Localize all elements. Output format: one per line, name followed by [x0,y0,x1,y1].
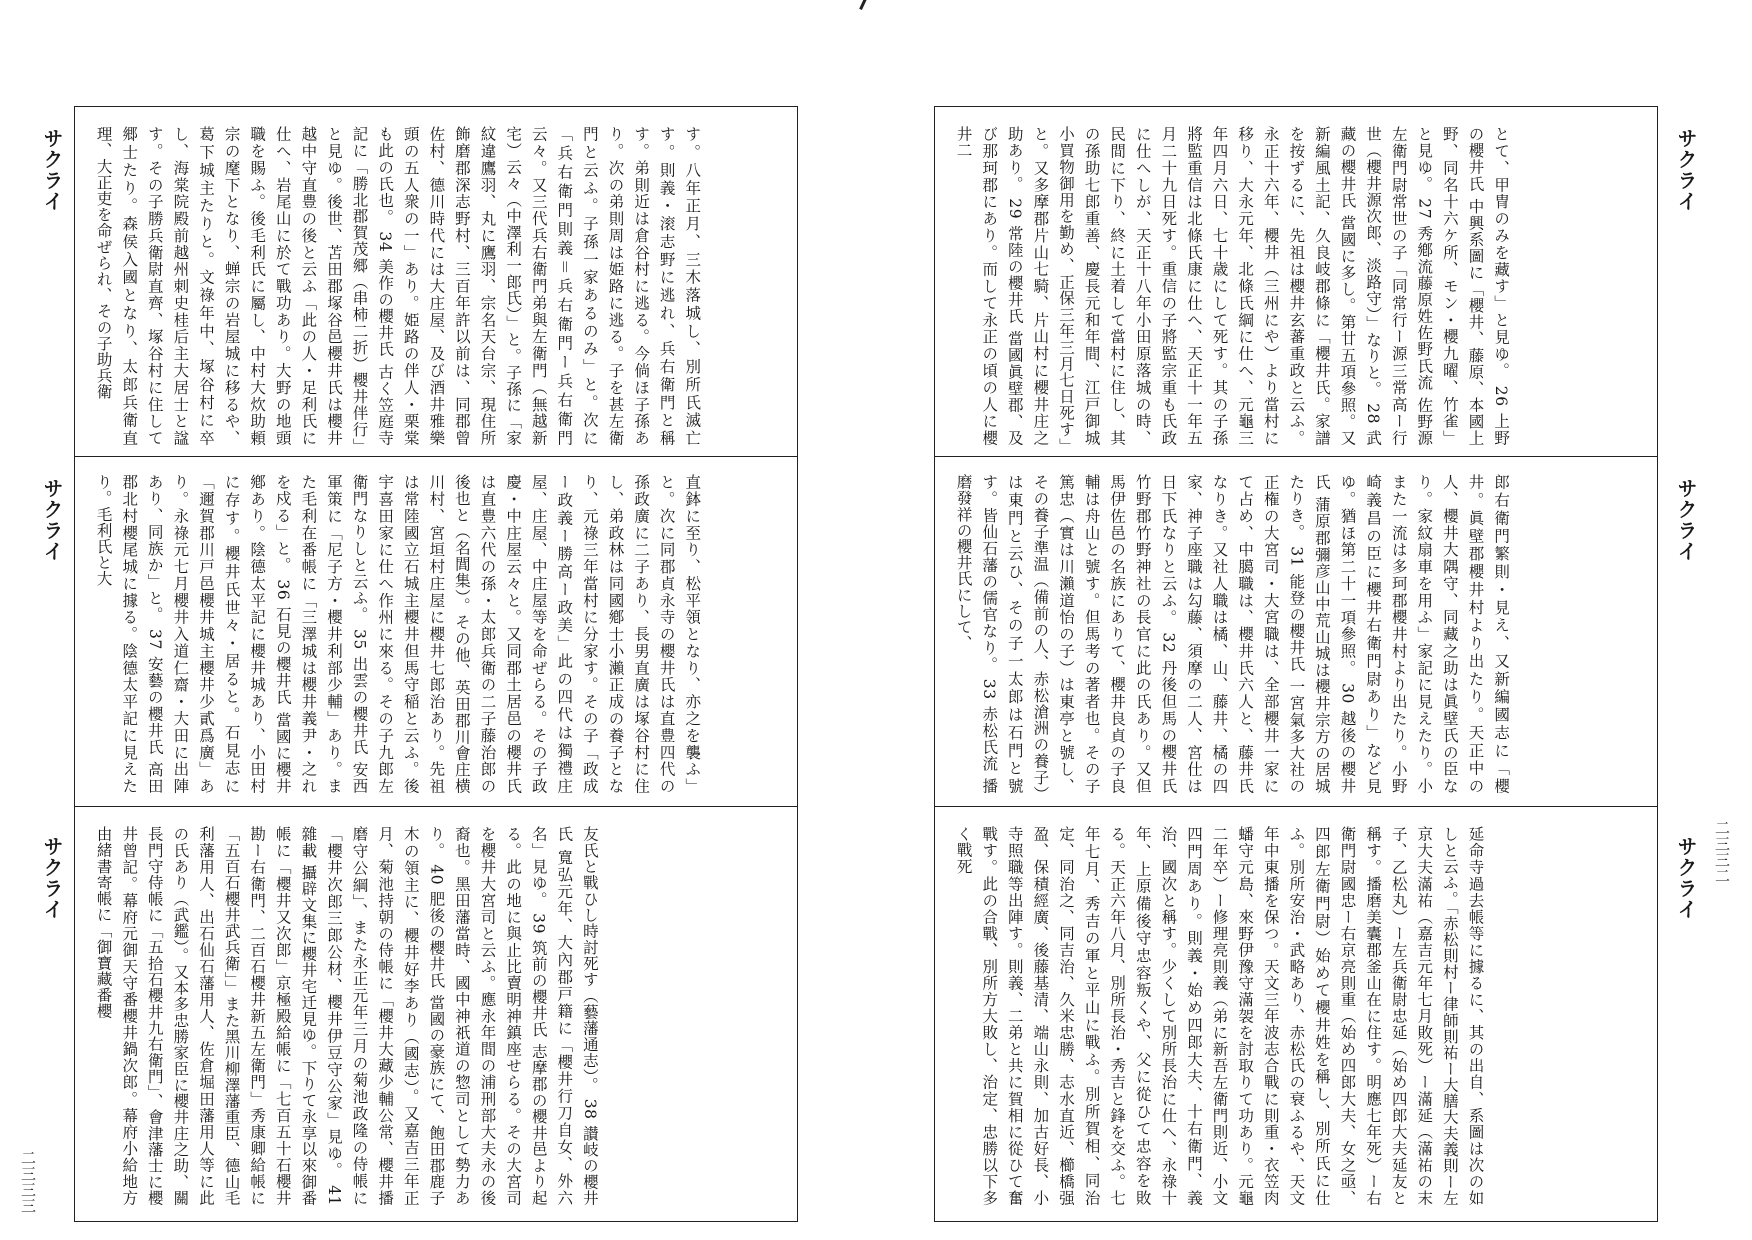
text-block: 延命寺過去帳等に據るに、其の出自、系圖は次の如しと云ふ。「赤松則村ー律師則祐ー大膳大夫義則ー左京大夫滿祐（嘉吉元年七月敗死）ー滿延（滿祐の末子、乙松丸）ー左兵衛尉忠延（始め四郎大夫延友と稱す。播磨美囊郡釜山在に住す。明應七年死）ー右衛門尉國忠ー右京亮則重（始め四郎大夫、女之亟、四郎左衛門尉）始めて櫻井姓を稱し、別所氏に仕ふ。別所安治・武略あり、赤松氏の衰ふるや、天文年中東播を保つ。天文三年波志合戰に則重・衣笠肉蟠守元島、來野伊豫守滿袈を討取りて功あり。元龜二年卒）ー修理亮則義（弟に新吾左衛門則近、小文四門周あり。則義・始め四郎大夫、十右衛門、義治、國次と稱す。少くして別所長治に仕へ、永祿十年、上原備後守忠容叛くや、父に從ひて忠容を敗る。天正六年八月、別所長治・秀吉と鋒を交ふ。七年七月、秀吉の軍と平山に戰ふ。別所賀相、同治定、同治之、同吉治、久米忠勝、志水直近、櫛橋强盈、保積經廣、後藤基清、端山永則、加古好長、小寺照職等出陣す。則義、二弟と共に賀相に從ひて奮戰す。此の合戰、別所方大敗し、治定、忠勝以下多く戰死 [954,826,1485,1206]
text-tier-top [950,126,1640,446]
running-head-top: サクライ [1674,128,1698,212]
running-head-middle: サクライ [40,478,64,562]
text-block: す。八年正月、三木落城し、別所氏滅亡す。則義・滚志野に逃れ、兵右衛門と稱す。弟則近は倉谷村に逃る。今倘ほ子孫あり。次の弟則周は姫路に逃る。子を甚左衛門と云ふ。子孫一家あるのみ」と。次に「兵右衛門則義＝兵右衛門ー兵右衛門云々。又三代兵右衛門弟與左衛門（無越新宅）云々（中澤利一郎氏）」と。子孫に「家紋違鷹羽、丸に鷹羽、宗名天台宗、現住所飾磨郡深志野村、三百年許以前は、同郡曾佐村、德川時代には大庄屋、及び酒井雅樂頭の五人衆の一」あり。姫路の伴人・栗棠も此の氏也。 34 美作の櫻井氏 古く笠庭寺記に「勝北郡賀茂郷（串柿二折）櫻井伴行」と見ゆ。後世、苫田郡塚谷邑櫻井氏は櫻井越中守直豊の後と云ふ「此の人・足利氏に仕へ、岩尾山に於て戰功あり。大野の地頭職を賜ふ。後毛利氏に屬し、中村大炊助頼宗の麾下となり、蝉宗の岩屋城に移るや、葛下城主たりと。文祿年中、塚谷村に卒し、海棠院殿前越州刺史桂后主大居士と諡す。その子勝兵衛尉直齊、塚谷村に住して郷士たり。森侯入國となり、太郎兵衛直理、大正吏を命ぜられ、その子助兵衛 [94,126,702,446]
text-block: とて、甲冑のみを藏す」と見ゆ。 26 上野の櫻井氏 中興系圖に「櫻井、藤原、本國上野、同名十六ケ所、モン・櫻九曜、竹雀」と見ゆ。 27 秀鄕流藤原姓佐野氏流 佐野源左衛門尉常世の子「同常行ー源三常高ー行世（櫻井源次郎、淡路守）」なりと。 28 武藏の櫻井氏 當國に多し。第廿五項參照。又新編風土記、久良岐郡條に「櫻井氏。家譜を按ずるに、先祖は櫻井玄蕃重政と云ふ。永正十六年、櫻井（三州にや）より當村に移り、大永元年、北條氏綱に仕へ、元龜三年四月六日、七十歳にして死す。其の子孫將監重信は北條氏康に仕へ、天正十一年五月二十九日死す。重信の子將監宗重も氏政に仕へしが、天正十八年小田原落城の時、民間に下り、終に土着して當村に住し、其の孫助七郎重善、慶長元和年間、江戸御城小買物御用を勤め、正保三年三月七日死す」と。又多摩郡片山七騎、片山村に櫻井庄之助あり。 29 常陸の櫻井氏 當國眞壁郡、及び那珂郡にあり。而して永正の頃の人に櫻井二 [954,126,1511,446]
text-block: 郎右衛門繁則・見え、又新編國志に「櫻井。眞壁郡櫻井村より出たり。天正中の人、櫻井大隅守、同藏之助は眞壁氏の臣なり。家紋扇車を用ふ」家記に見えたり。小また一流は多珂郡櫻井村より出たり。小野崎義昌の臣に櫻井右衛門尉あり」など見ゆ。猶ほ第二十一項參照。 30 越後の櫻井氏 蒲原郡彌彦山中荒山城は櫻井宗方の居城たりき。 31 能登の櫻井氏 一宮氣多大社の正権の大宮司・大宮職は、全部櫻井一家にて占め、中臈職は、櫻井氏六人と、藤井氏なりき。又社人職は橘、山、藤井、橘の四家、神子座職は勾藤、須摩の二人、宮仕は日下氏なりと云ふ。 32 丹後但馬の櫻井氏 竹野郡竹野神社の長官に此の氏あり。又但馬伊佐邑の名族にありて、櫻井良貞の子良輔は舟山と號す。但馬考の著者也。その子篤忠（實は川瀨道怡の子）は東亭と號し、その養子準温（備前の人、赤松滄洲の養子）は東門と云ひ、その子一太郎は石門と號す。皆仙石藩の儒官なり。 33 赤松氏流 播磨發祥の櫻井氏にして、 [954,474,1511,794]
text-tier-bottom [90,826,780,1206]
right-page [876,0,1752,1240]
text-tier-top [90,126,780,446]
tier-divider [74,456,798,457]
page-number: 二三三三 [19,1150,37,1214]
running-head-bottom: サクライ [40,836,64,920]
tier-divider [934,806,1658,807]
tier-divider [74,806,798,807]
running-head-top: サクライ [40,128,64,212]
text-tier-bottom [950,826,1640,1206]
running-head-bottom: サクライ [1674,836,1698,920]
running-head-middle: サクライ [1674,478,1698,562]
tier-divider [934,456,1658,457]
text-tier-middle [90,474,780,794]
text-block: 直鉢に至り、松平領となり、亦之を襲ふ」と。次に同郡貞永寺の櫻井氏は直豊四代の孫政廣に二子あり、長男直廣は塚谷村に住し、弟政林は同國鄕士小瀨正成の養子となり、元祿三年當村に分家す。その子「政成ー政義ー勝高ー政美」此の四代は獨禮庄屋、庄屋、中庄屋等を命ぜらる。その子政慶・中庄屋云々と。又同郡土居邑の櫻井氏は直豊六代の孫・太郎兵衛の二子藤治郎の後也と（名閭集）。その他、英田郡川會庄横川村、宮垣村庄屋に櫻井七郎治あり。先祖は常陸國立石城主櫻井但馬守稲と云ふ。後宇喜田家に仕へ作州に來る。その子九郎左衛門なりしと云ふ。 35 出雲の櫻井氏 安西軍策に「尼子方・櫻井利部少輔」あり。また毛利在番帳に「三澤城は櫻井義尹・之れを戍る」と。 36 石見の櫻井氏 當國に櫻井鄕あり。陰德太平記に櫻井城あり、小田村に存す。櫻井氏世々・居ると。石見志に「邇賀郡川戸邑櫻井城主櫻井少貳爲廣」あり。永祿元七月櫻井入道仁齋・大田に出陣あり、同族か」と。 37 安藝の櫻井氏 高田郡北村櫻尾城に據る。陰德太平記に見えたり。毛利氏と大 [94,474,702,794]
text-tier-middle [950,474,1640,794]
text-block: 友氏と戰ひし時討死す（藝藩通志）。 38 讃岐の櫻井氏 寬弘元年、大內郡戸籍に「櫻井行刀自女、外六名」見ゆ。 39 筑前の櫻井氏 志摩郡の櫻井邑より起る。此の地に與止比賣明神鎮座せらる。その大宮司を櫻井大宮司と云ふ。應永年間の浦刑部大夫永の後裔也。黑田藩當時、國中神祇道の惣司として勢力あり。 40 肥後の櫻井氏 當國の豪族にて、飽田郡鹿子木の領主に、櫻井好李あり（國志）。又嘉吉三年正月、菊池持朝の侍帳に「櫻井大藏少輔公常、櫻井播磨守公綱」、また永正元年三月の菊池政隆の侍帳に「櫻井次郎三郎公材、櫻井伊豆守公家」見ゆ。 41 雜載 攝辟文集に櫻井宅迁見ゆ。下りて永享以來御番帳に「櫻井又次郎」京極殿給帳に「七百五十石櫻井勘ー右衛門、二百石櫻井新五左衛門」秀康卿給帳に「五百石櫻井武兵衛」」また黑川柳澤藩重臣、德山毛利藩用人、出石仙石藩用人、佐倉堀田藩用人等に此の氏あり（武鑑）。又本多忠勝家臣に櫻井庄之助、關長門守侍帳に「五拾石櫻井九右衛門」、會津藩士に櫻井曾記。幕府元御天守番櫻井鍋次郎。幕府小給地方由緒書寄帳に「御寶藏番櫻 [94,826,599,1206]
page-number: 二三三二 [1713,820,1731,884]
